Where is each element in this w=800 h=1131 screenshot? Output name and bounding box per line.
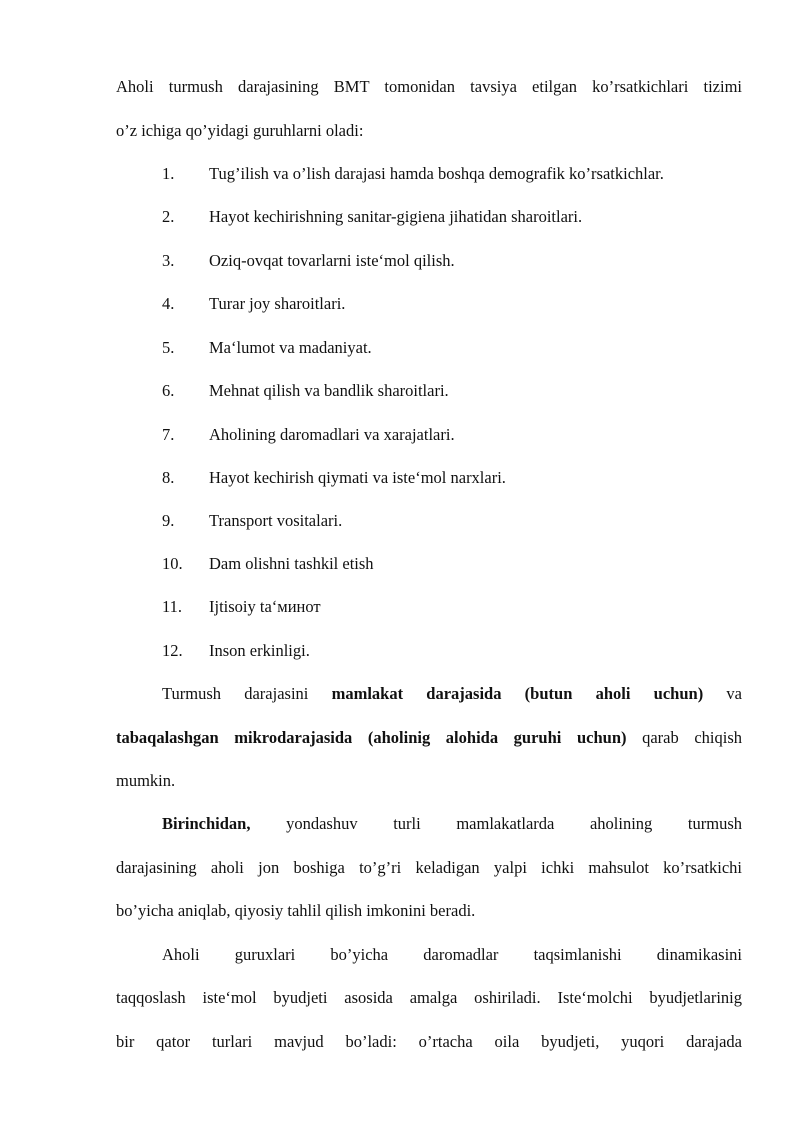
list-item-number: 8.	[162, 468, 175, 487]
para2-line-1	[162, 813, 742, 835]
list-item-number: 1.	[162, 164, 175, 183]
list-item-text: Turar joy sharoitlari.	[209, 294, 346, 313]
list-item-number: 5.	[162, 338, 175, 357]
para1-line-3: mumkin.	[116, 771, 176, 790]
list-item-text: Inson erkinligi.	[209, 641, 310, 660]
list-item-text: Oziq-ovqat tovarlarni iste‘mol qilish.	[209, 251, 455, 270]
list-item-text: Hayot kechirish qiymati va iste‘mol narxlari.	[209, 468, 506, 487]
para1-line-1	[162, 683, 742, 705]
list-item-number: 3.	[162, 251, 175, 270]
list-item-text: Dam olishni tashkil etish	[209, 554, 374, 573]
list-item-number: 9.	[162, 511, 175, 530]
para3-line-2: taqqoslash iste‘mol byudjeti asosida amalga oshiriladi. Iste‘molchi byudjetlarinig	[116, 988, 742, 1007]
list-item-text: Tug’ilish va o’lish darajasi hamda boshqa demografik ko’rsatkichlar.	[209, 164, 664, 183]
list-item-number: 6.	[162, 381, 175, 400]
para2-line-2: darajasining aholi jon boshiga to’g’ri keladigan yalpi ichki mahsulot ko’rsatkichi	[116, 858, 742, 877]
para2-line-3: bo’yicha aniqlab, qiyosiy tahlil qilish imkonini beradi.	[116, 901, 476, 920]
list-item-number: 10.	[162, 554, 183, 573]
intro-line-2: o’z ichiga qo’yidagi guruhlarni oladi:	[116, 121, 364, 140]
para1-bold-text: tabaqalashgan mikrodarajasida (aholinig alohida guruhi uchun)	[116, 728, 627, 747]
list-item-number: 4.	[162, 294, 175, 313]
para3-line-1: Aholi guruxlari bo’yicha daromadlar taqsimlanishi dinamikasini	[162, 945, 742, 964]
para1-line-2	[116, 727, 742, 749]
list-item-text: Ijtisoiy ta‘минот	[209, 597, 321, 616]
list-item-text: Ma‘lumot va madaniyat.	[209, 338, 372, 357]
para3-line-3: bir qator turlari mavjud bo’ladi: o’rtacha oila byudjeti, yuqori darajada	[116, 1032, 742, 1051]
list-item-text: Mehnat qilish va bandlik sharoitlari.	[209, 381, 449, 400]
list-item-text: Aholining daromadlari va xarajatlari.	[209, 425, 455, 444]
list-item-number: 12.	[162, 641, 183, 660]
list-item-number: 11.	[162, 597, 183, 616]
intro-line-1: Aholi turmush darajasining BMT tomonidan tavsiya etilgan ko’rsatkichlari tizimi	[116, 77, 742, 96]
para2-bold-text: Birinchidan,	[162, 814, 251, 833]
para1-text: va	[703, 684, 742, 703]
list-item-number: 7.	[162, 425, 175, 444]
list-item-text: Transport vositalari.	[209, 511, 343, 530]
para1-text: Turmush darajasini	[162, 684, 332, 703]
list-item-number: 2.	[162, 207, 175, 226]
list-item-text: Hayot kechirishning sanitar-gigiena jihatidan sharoitlari.	[209, 207, 583, 226]
para1-text: qarab chiqish	[626, 728, 743, 747]
para1-bold-text: mamlakat darajasida (butun aholi uchun)	[331, 684, 704, 703]
para2-text: yondashuv turli mamlakatlarda aholining turmush	[250, 814, 742, 833]
